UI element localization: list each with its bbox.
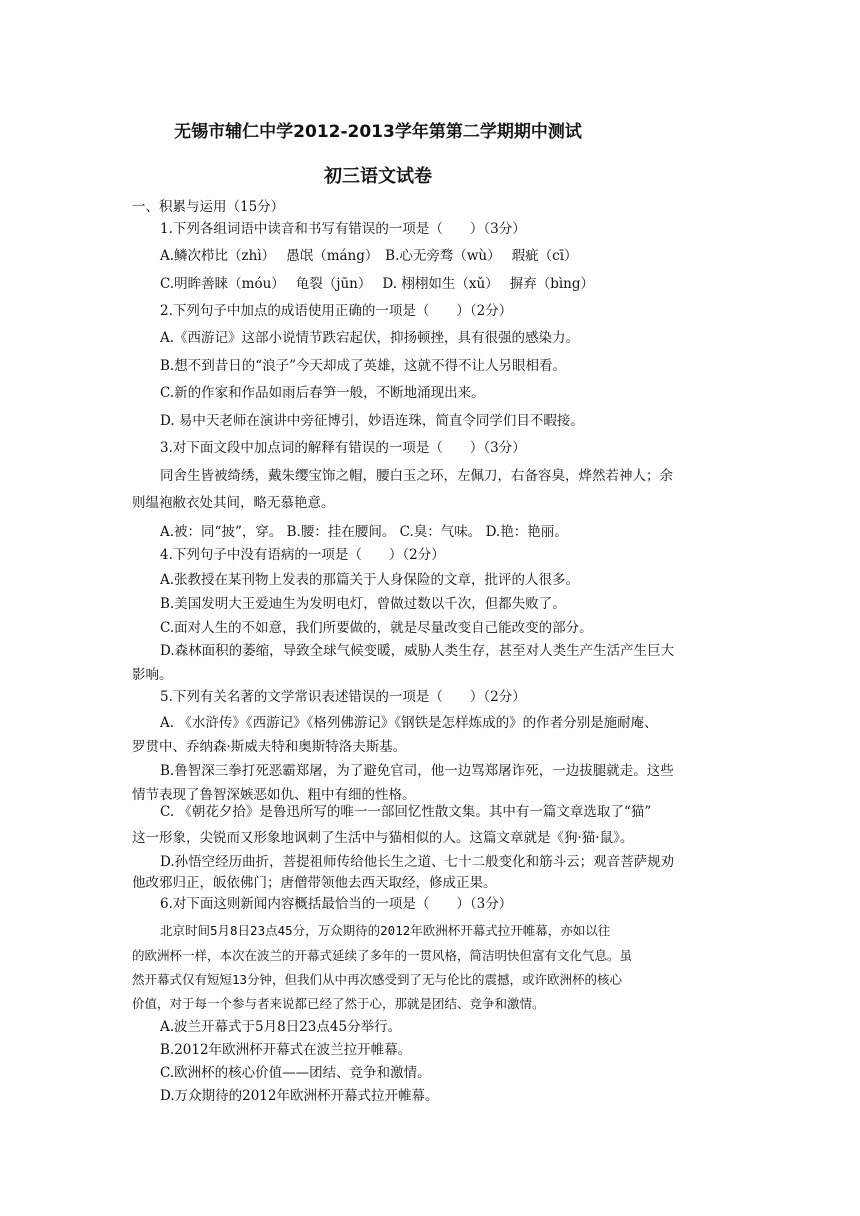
exam-subtitle: 初三语文试卷	[324, 166, 432, 187]
q1-options-ab: A.鳞次栉比（zhì） 愚氓（máng） B.心无旁骛（wù） 瑕疵（cī）	[160, 248, 578, 264]
q2-option-d: D. 易中天老师在演讲中旁征博引，妙语连珠，简直令同学们目不暇接。	[160, 413, 584, 429]
exam-title: 无锡市辅仁中学2012-2013学年第第二学期期中测试	[174, 122, 582, 142]
q6-news-line-2: 的欧洲杯一样，本次在波兰的开幕式延续了多年的一贯风格，简洁明快但富有文化气息。虽	[132, 948, 633, 963]
q4-option-d: D.森林面积的萎缩，导致全球气候变暖，威胁人类生存，甚至对人类生产生活产生巨大	[160, 643, 675, 659]
q5-option-b: B.鲁智深三拳打死恶霸郑屠，为了避免官司，他一边骂郑屠诈死，一边拔腿就走。这些	[160, 763, 674, 779]
q1-options-cd: C.明眸善睐（móu） 龟裂（jūn） D. 栩栩如生（xǔ） 摒弃（bìng）	[160, 276, 594, 292]
question-6: 6.对下面这则新闻内容概括最恰当的一项是（ ）（3分）	[160, 896, 513, 912]
section-heading: 一、积累与运用（15分）	[132, 199, 285, 215]
q5-option-d-cont: 他改邪归正，皈依佛门；唐僧带领他去西天取经，修成正果。	[132, 875, 497, 891]
question-4: 4.下列句子中没有语病的一项是（ ）（2分）	[160, 547, 445, 563]
q4-option-c: C.面对人生的不如意，我们所要做的，就是尽量改变自己能改变的部分。	[160, 620, 593, 636]
q6-option-b: B.2012年欧洲杯开幕式在波兰拉开帷幕。	[160, 1042, 412, 1058]
q6-news-line-4: 价值，对于每一个参与者来说都已经了然于心，那就是团结、竞争和激情。	[132, 996, 545, 1011]
q5-option-a: A. 《水浒传》《西游记》《格列佛游记》《钢铁是怎样炼成的》的作者分别是施耐庵、	[160, 715, 658, 731]
q5-option-b-cont: 情节表现了鲁智深嫉恶如仇、粗中有细的性格。	[132, 787, 416, 803]
q6-option-d: D.万众期待的2012年欧洲杯开幕式拉开帷幕。	[160, 1088, 439, 1104]
question-2: 2.下列句子中加点的成语使用正确的一项是（ ）（2分）	[160, 303, 513, 319]
q4-option-d-cont: 影响。	[132, 667, 173, 683]
q5-option-c: C. 《朝花夕拾》是鲁迅所写的唯一一部回忆性散文集。其中有一篇文章选取了“猫”	[160, 804, 652, 820]
q5-option-a-cont: 罗贯中、乔纳森·斯威夫特和奥斯特洛夫斯基。	[132, 739, 407, 755]
q6-option-a: A.波兰开幕式于5月8日23点45分举行。	[160, 1019, 402, 1035]
question-5: 5.下列有关名著的文学常识表述错误的一项是（ ）（2分）	[160, 689, 526, 705]
q3-options: A.被：同“披”，穿。 B.腰：挂在腰间。 C.臭：气味。 D.艳：艳丽。	[160, 524, 568, 540]
question-1: 1.下列各组词语中读音和书写有错误的一项是（ ）（3分）	[160, 221, 526, 237]
question-3: 3.对下面文段中加点词的解释有错误的一项是（ ）（3分）	[160, 440, 526, 456]
q2-option-c: C.新的作家和作品如雨后春笋一般，不断地涌现出来。	[160, 385, 485, 401]
q4-option-a: A.张教授在某刊物上发表的那篇关于人身保险的文章，批评的人很多。	[160, 572, 580, 588]
q3-passage-line-2: 则缊袍敝衣处其间，略无慕艳意。	[132, 495, 335, 511]
q3-passage-line-1: 同舍生皆被绮绣，戴朱缨宝饰之帽，腰白玉之环，左佩刀，右备容臭，烨然若神人；余	[160, 468, 673, 484]
q6-news-line-1: 北京时间5月8日23点45分，万众期待的2012年欧洲杯开幕式拉开帷幕，亦如以往	[160, 923, 611, 938]
q2-option-b: B.想不到昔日的“浪子”今天却成了英雄，这就不得不让人另眼相看。	[160, 358, 567, 374]
q5-option-d: D.孙悟空经历曲折，菩提祖师传给他长生之道、七十二般变化和筋斗云；观音菩萨规劝	[160, 854, 675, 870]
q4-option-b: B.美国发明大王爱迪生为发明电灯，曾做过数以千次，但都失败了。	[160, 596, 566, 612]
q6-option-c: C.欧洲杯的核心价值——团结、竞争和激情。	[160, 1065, 431, 1081]
q2-option-a: A.《西游记》这部小说情节跌宕起伏，抑扬顿挫，具有很强的感染力。	[160, 330, 580, 346]
q5-option-c-cont: 这一形象，尖锐而又形象地讽刺了生活中与猫相似的人。这篇文章就是《狗·猫·鼠》。	[132, 830, 634, 846]
q6-news-line-3: 然开幕式仅有短短13分钟，但我们从中再次感受到了无与伦比的震撼，或许欧洲杯的核心	[132, 972, 623, 987]
